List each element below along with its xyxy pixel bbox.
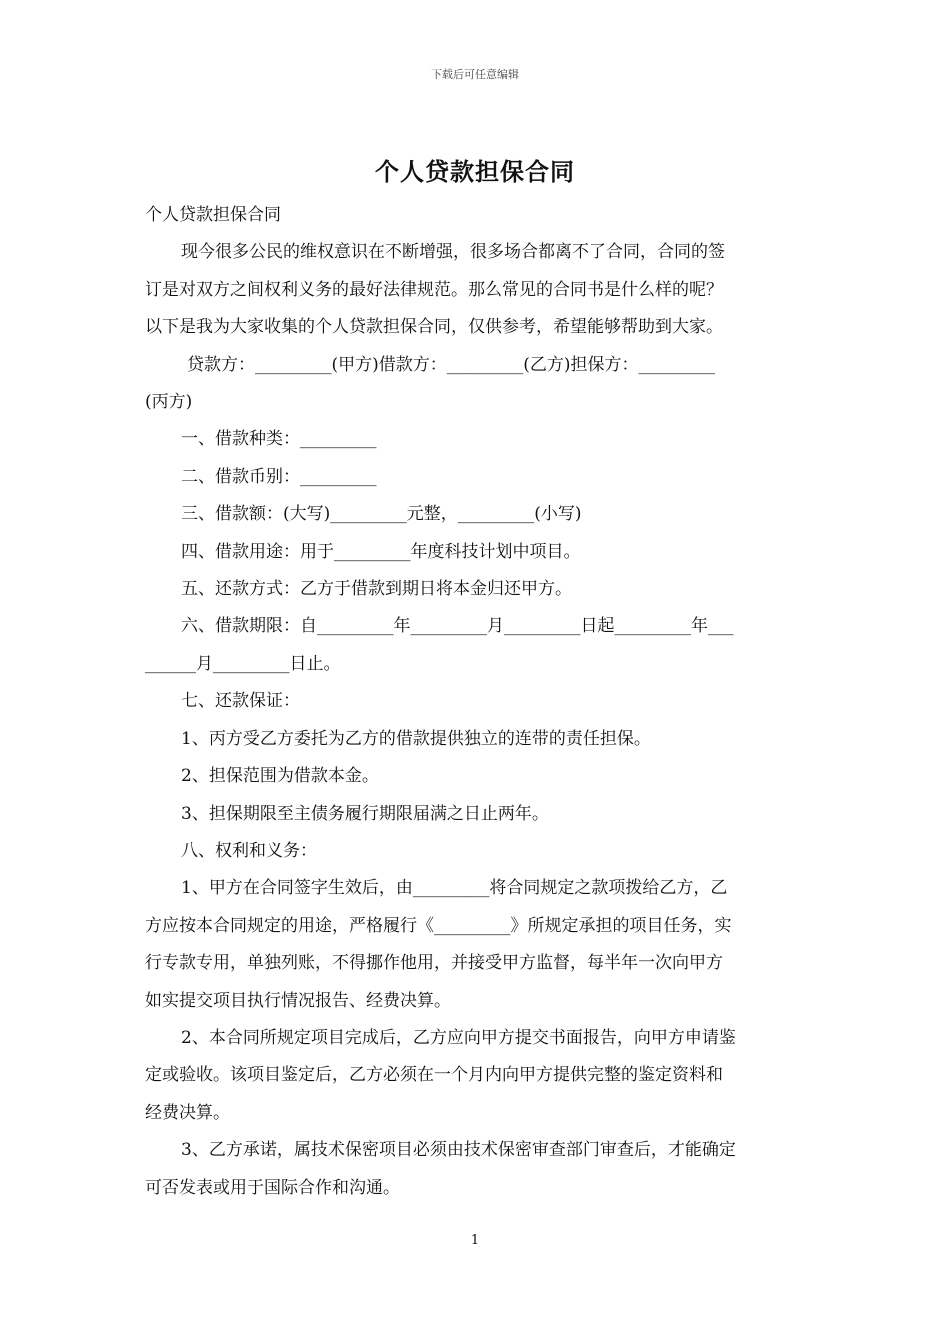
clause-line: 一、借款种类：_________ bbox=[181, 429, 377, 450]
parties-line: (丙方) bbox=[145, 392, 193, 413]
header-note: 下载后可任意编辑 bbox=[431, 68, 519, 81]
clause-line: 如实提交项目执行情况报告、经费决算。 bbox=[145, 990, 451, 1011]
clause-line: 六、借款期限：自_________年_________月_________日起_________年___ bbox=[181, 616, 734, 637]
clause-line: 3、担保期限至主债务履行期限届满之日止两年。 bbox=[181, 803, 549, 824]
document-title: 个人贷款担保合同 bbox=[375, 157, 575, 186]
clause-line: 1、甲方在合同签字生效后，由_________将合同规定之款项拨给乙方，乙 bbox=[181, 878, 728, 899]
clause-line: ______月_________日止。 bbox=[145, 653, 341, 674]
clause-line: 七、还款保证： bbox=[181, 691, 300, 712]
clause-line: 五、还款方式：乙方于借款到期日将本金归还甲方。 bbox=[181, 579, 572, 600]
parties-line: 贷款方：_________(甲方)借款方：_________(乙方)担保方：_________ bbox=[187, 354, 716, 375]
clause-line: 二、借款币别：_________ bbox=[181, 466, 377, 487]
page-number: 1 bbox=[470, 1233, 480, 1248]
subtitle-line: 个人贷款担保合同 bbox=[145, 205, 281, 225]
paragraph-line: 订是对双方之间权利义务的最好法律规范。那么常见的合同书是什么样的呢？ bbox=[145, 279, 723, 300]
clause-line: 三、借款额：(大写)_________元整，_________(小写) bbox=[181, 504, 582, 525]
clause-line: 可否发表或用于国际合作和沟通。 bbox=[145, 1177, 400, 1198]
clause-line: 2、担保范围为借款本金。 bbox=[181, 766, 379, 787]
clause-line: 经费决算。 bbox=[145, 1102, 230, 1123]
paragraph-line: 现今很多公民的维权意识在不断增强，很多场合都离不了合同，合同的签 bbox=[181, 242, 725, 263]
clause-line: 定或验收。该项目鉴定后，乙方必须在一个月内向甲方提供完整的鉴定资料和 bbox=[145, 1065, 723, 1086]
clause-line: 1、丙方受乙方委托为乙方的借款提供独立的连带的责任担保。 bbox=[181, 728, 651, 749]
clause-line: 方应按本合同规定的用途，严格履行《_________》所规定承担的项目任务，实 bbox=[145, 915, 732, 936]
clause-line: 2、本合同所规定项目完成后，乙方应向甲方提交书面报告，向甲方申请鉴 bbox=[181, 1027, 736, 1048]
clause-line: 3、乙方承诺，属技术保密项目必须由技术保密审查部门审查后，才能确定 bbox=[181, 1140, 736, 1161]
clause-line: 四、借款用途：用于_________年度科技计划中项目。 bbox=[181, 541, 581, 562]
document-body bbox=[145, 197, 807, 1207]
clause-line: 八、权利和义务： bbox=[181, 840, 317, 861]
paragraph-line: 以下是我为大家收集的个人贷款担保合同，仅供参考，希望能够帮助到大家。 bbox=[145, 317, 723, 338]
clause-line: 行专款专用，单独列账，不得挪作他用，并接受甲方监督，每半年一次向甲方 bbox=[145, 953, 723, 974]
